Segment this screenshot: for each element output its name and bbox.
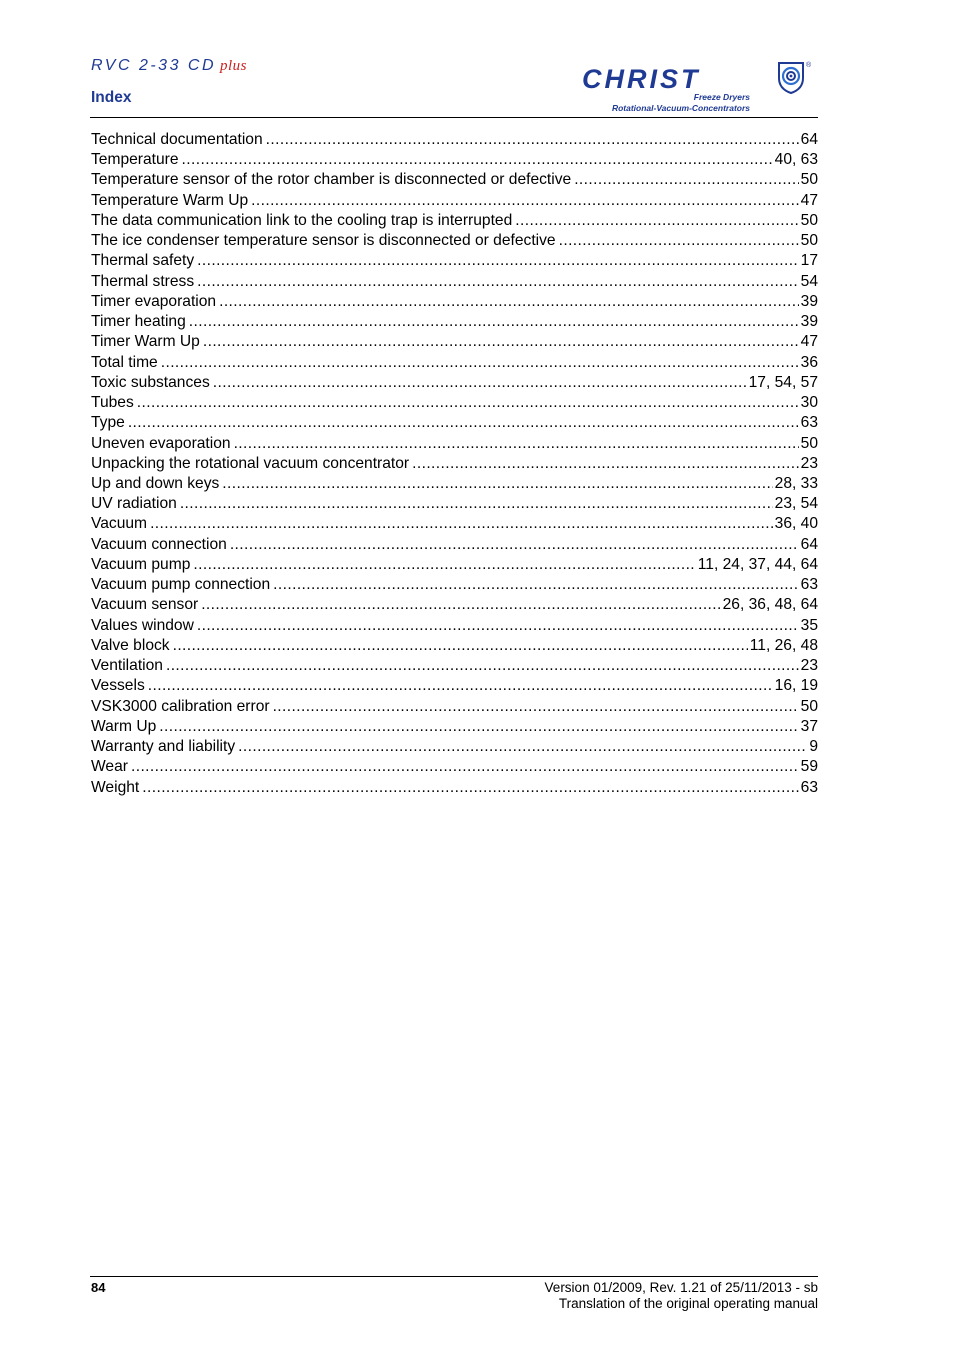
index-term: Warm Up xyxy=(91,717,157,735)
index-entry xyxy=(91,575,818,595)
index-page-refs: 63 xyxy=(800,576,818,594)
index-term: Unpacking the rotational vacuum concentrator xyxy=(91,454,410,472)
dot-leader xyxy=(201,595,720,615)
index-term: Vacuum pump connection xyxy=(91,576,271,594)
index-page-refs: 39 xyxy=(800,292,818,310)
logo-emblem-icon xyxy=(779,63,803,93)
dot-leader xyxy=(182,150,773,170)
dot-leader xyxy=(173,636,748,656)
christ-logo xyxy=(582,58,818,114)
index-entry xyxy=(91,474,818,494)
model-suffix: plus xyxy=(220,58,248,74)
index-entry xyxy=(91,170,818,190)
index-page-refs: 17 xyxy=(800,252,818,270)
index-entry xyxy=(91,393,818,413)
index-entry xyxy=(91,595,818,615)
dot-leader xyxy=(273,697,799,717)
dot-leader xyxy=(193,555,695,575)
dot-leader xyxy=(197,251,799,271)
index-term: Thermal stress xyxy=(91,272,195,290)
dot-leader xyxy=(515,211,798,231)
index-entry xyxy=(91,272,818,292)
index-term: Uneven evaporation xyxy=(91,434,231,452)
index-entry xyxy=(91,251,818,271)
page-header xyxy=(90,50,818,118)
dot-leader xyxy=(251,191,799,211)
index-term: Timer heating xyxy=(91,313,186,331)
index-page-refs: 26, 36, 48, 64 xyxy=(722,596,818,614)
index-entry xyxy=(91,292,818,312)
index-page-refs: 36 xyxy=(800,353,818,371)
index-term: UV radiation xyxy=(91,495,177,513)
index-entry xyxy=(91,494,818,514)
index-term: Temperature xyxy=(91,151,179,169)
index-page-refs: 36, 40 xyxy=(774,515,818,533)
index-list xyxy=(91,130,818,798)
index-entry xyxy=(91,616,818,636)
index-entry xyxy=(91,211,818,231)
index-term: Temperature sensor of the rotor chamber is disconnected or defective xyxy=(91,171,572,189)
logo-registered-mark: ® xyxy=(806,62,812,69)
index-page-refs: 37 xyxy=(800,717,818,735)
dot-leader xyxy=(131,757,799,777)
dot-leader xyxy=(128,413,799,433)
translation-note: Translation of the original operating manual xyxy=(558,1296,818,1311)
index-term: VSK3000 calibration error xyxy=(91,697,270,715)
dot-leader xyxy=(203,332,799,352)
index-page-refs: 23 xyxy=(800,657,818,675)
dot-leader xyxy=(234,434,799,454)
index-entry xyxy=(91,717,818,737)
index-term: Warranty and liability xyxy=(91,738,236,756)
index-term: Temperature Warm Up xyxy=(91,191,249,209)
index-entry xyxy=(91,434,818,454)
index-entry xyxy=(91,535,818,555)
index-entry xyxy=(91,312,818,332)
index-term: Vacuum pump xyxy=(91,555,191,573)
index-page-refs: 50 xyxy=(800,434,818,452)
index-entry xyxy=(91,737,818,757)
dot-leader xyxy=(137,393,799,413)
index-page-refs: 16, 19 xyxy=(774,677,818,695)
dot-leader xyxy=(219,292,799,312)
index-term: Vacuum sensor xyxy=(91,596,199,614)
dot-leader xyxy=(230,535,799,555)
index-term: The ice condenser temperature sensor is disconnected or defective xyxy=(91,232,556,250)
index-page-refs: 64 xyxy=(800,131,818,148)
index-page-refs: 63 xyxy=(800,778,818,796)
index-term: Total time xyxy=(91,353,158,371)
version-info: Version 01/2009, Rev. 1.21 of 25/11/2013 - sb xyxy=(544,1280,818,1295)
section-title: Index xyxy=(91,89,132,106)
dot-leader xyxy=(148,676,773,696)
header-divider xyxy=(90,117,818,118)
index-entry xyxy=(91,373,818,393)
dot-leader xyxy=(189,312,799,332)
index-page-refs: 50 xyxy=(800,171,818,189)
index-term: Tubes xyxy=(91,394,134,412)
footer-divider xyxy=(90,1276,818,1277)
index-term: Wear xyxy=(91,758,128,776)
index-term: Ventilation xyxy=(91,657,163,675)
index-page-refs: 23, 54 xyxy=(774,495,818,513)
index-entry xyxy=(91,150,818,170)
index-page-refs: 9 xyxy=(809,738,818,756)
index-term: Vessels xyxy=(91,677,145,695)
index-entry xyxy=(91,778,818,798)
dot-leader xyxy=(213,373,747,393)
index-page-refs: 50 xyxy=(800,211,818,229)
index-entry xyxy=(91,454,818,474)
dot-leader xyxy=(273,575,798,595)
index-entry xyxy=(91,697,818,717)
footer-info xyxy=(545,1280,818,1312)
index-entry xyxy=(91,757,818,777)
index-term: Weight xyxy=(91,778,140,796)
index-page-refs: 11, 26, 48 xyxy=(749,636,818,654)
index-page-refs: 17, 54, 57 xyxy=(748,373,818,391)
index-page-refs: 54 xyxy=(800,272,818,290)
index-page-refs: 35 xyxy=(800,616,818,634)
logo-tagline-rvc: Rotational-Vacuum-Concentrators xyxy=(611,103,750,113)
logo-tagline-freeze-dryers: Freeze Dryers xyxy=(693,92,750,102)
index-entry xyxy=(91,332,818,352)
index-page-refs: 47 xyxy=(800,191,818,209)
dot-leader xyxy=(159,717,798,737)
index-page-refs: 28, 33 xyxy=(774,474,818,492)
index-term: Vacuum connection xyxy=(91,535,227,553)
index-page-refs: 39 xyxy=(800,313,818,331)
index-term: Technical documentation xyxy=(91,131,263,148)
index-term: Timer evaporation xyxy=(91,292,217,310)
dot-leader xyxy=(180,494,773,514)
model-title xyxy=(91,57,247,75)
index-entry xyxy=(91,191,818,211)
index-term: The data communication link to the cooling trap is interrupted xyxy=(91,211,513,229)
dot-leader xyxy=(266,130,799,150)
index-term: Thermal safety xyxy=(91,252,195,270)
index-entry xyxy=(91,555,818,575)
dot-leader xyxy=(166,656,799,676)
dot-leader xyxy=(161,353,799,373)
index-page-refs: 64 xyxy=(800,535,818,553)
page-number: 84 xyxy=(91,1280,106,1295)
dot-leader xyxy=(197,272,799,292)
model-name: RVC 2-33 CD xyxy=(91,57,217,74)
index-term: Type xyxy=(91,414,125,432)
dot-leader xyxy=(197,616,799,636)
index-page-refs: 47 xyxy=(800,333,818,351)
index-entry xyxy=(91,676,818,696)
index-page-refs: 11, 24, 37, 44, 64 xyxy=(697,555,818,573)
index-term: Toxic substances xyxy=(91,373,210,391)
index-page-refs: 40, 63 xyxy=(774,151,818,169)
index-page-refs: 50 xyxy=(800,232,818,250)
dot-leader xyxy=(574,170,798,190)
index-page-refs: 30 xyxy=(800,394,818,412)
dot-leader xyxy=(150,514,773,534)
index-term: Valve block xyxy=(91,636,170,654)
index-term: Timer Warm Up xyxy=(91,333,200,351)
index-entry xyxy=(91,231,818,251)
index-term: Vacuum xyxy=(91,515,148,533)
index-page-refs: 63 xyxy=(800,414,818,432)
index-term: Values window xyxy=(91,616,194,634)
index-entry xyxy=(91,636,818,656)
logo-brand: CHRIST xyxy=(582,64,701,94)
dot-leader xyxy=(238,737,807,757)
index-entry xyxy=(91,353,818,373)
index-page-refs: 50 xyxy=(800,697,818,715)
dot-leader xyxy=(222,474,772,494)
index-entry xyxy=(91,130,818,150)
index-entry xyxy=(91,413,818,433)
index-page-refs: 23 xyxy=(800,454,818,472)
index-entry xyxy=(91,514,818,534)
dot-leader xyxy=(412,454,799,474)
index-page-refs: 59 xyxy=(800,758,818,776)
index-term: Up and down keys xyxy=(91,474,220,492)
dot-leader xyxy=(559,231,799,251)
index-entry xyxy=(91,656,818,676)
dot-leader xyxy=(142,778,798,798)
